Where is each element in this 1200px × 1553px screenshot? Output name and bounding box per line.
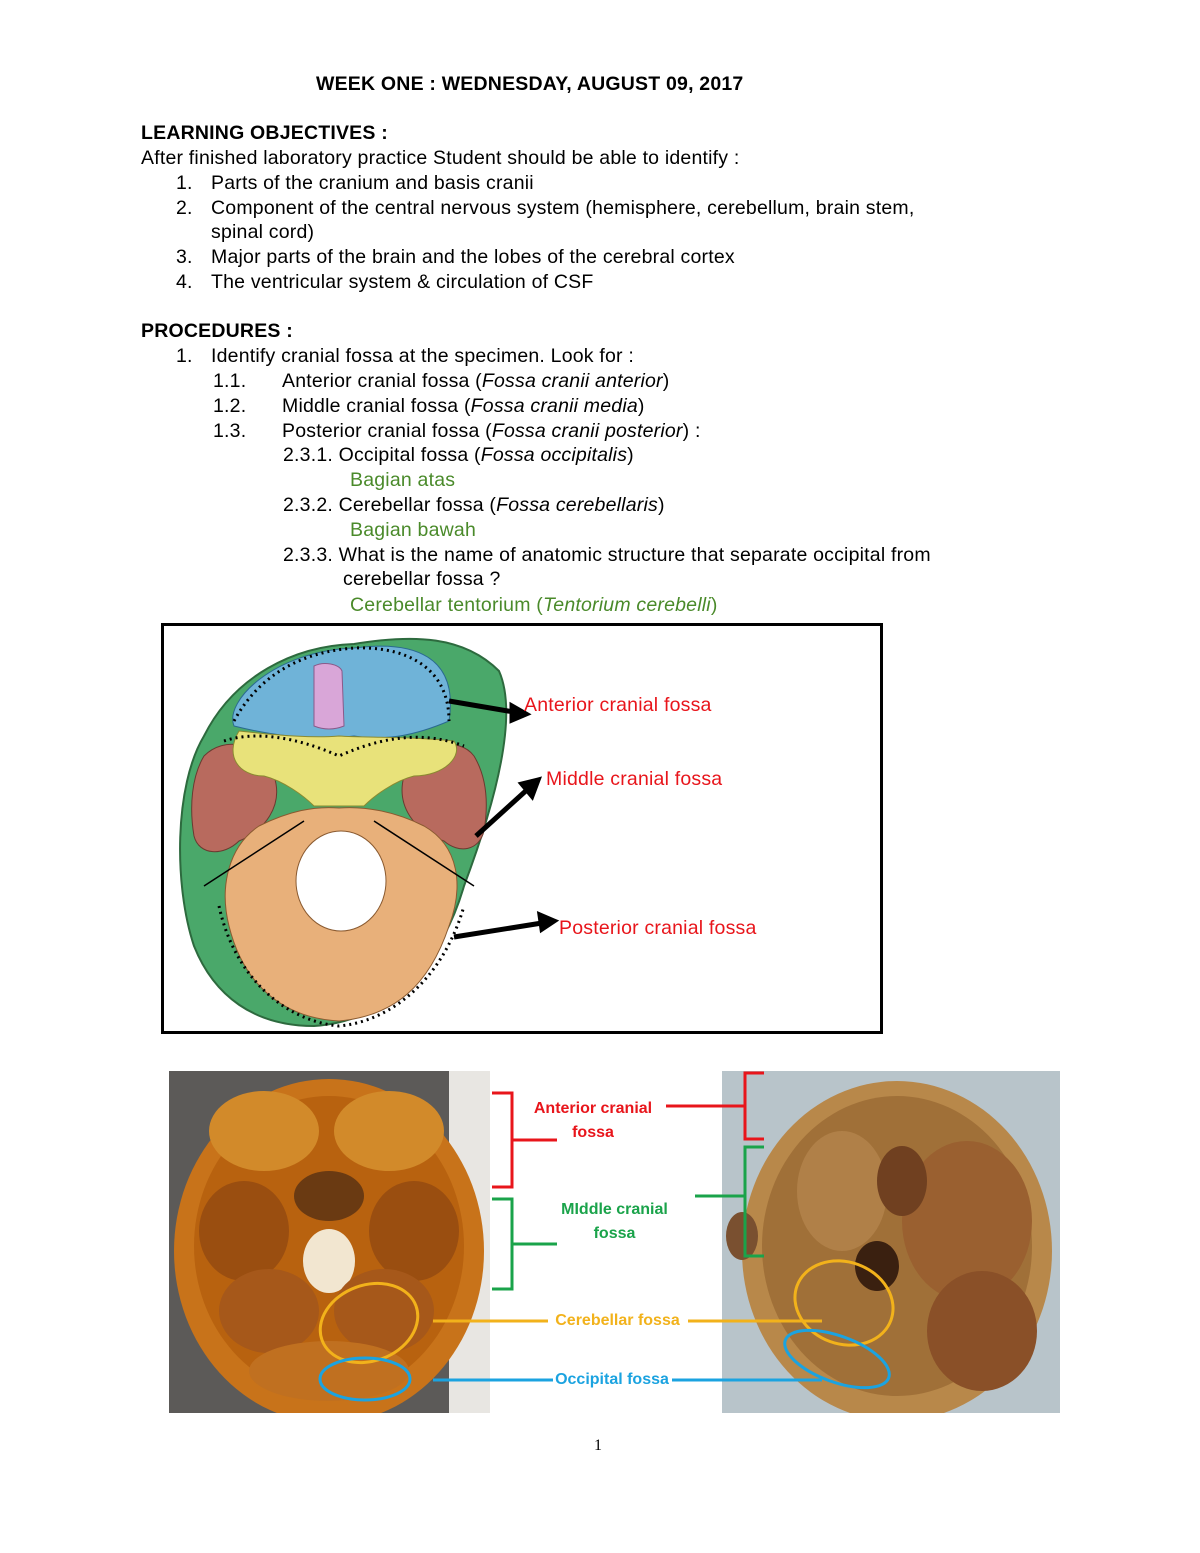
photo-label-anterior-line2: fossa: [572, 1124, 614, 1141]
page-title: WEEK ONE : WEDNESDAY, AUGUST 09, 2017: [316, 73, 744, 95]
foramen-magnum: [296, 831, 386, 931]
procedure-sub-num: 1.2.: [213, 395, 247, 417]
objectives-heading: LEARNING OBJECTIVES :: [141, 122, 388, 144]
procedure-sub-num: 1.3.: [213, 420, 247, 442]
arrow-posterior: [454, 915, 554, 937]
specimen-photo-left: [169, 1071, 490, 1413]
procedure-num: 1.: [176, 345, 193, 367]
answer-text: Bagian bawah: [350, 519, 476, 541]
procedure-sub-num: 1.1.: [213, 370, 247, 392]
procedure-sub: Posterior cranial fossa (Fossa cranii posterior) :: [282, 420, 701, 442]
objective-num: 4.: [176, 271, 193, 293]
crista-galli-region: [314, 664, 344, 729]
objective-item-cont: spinal cord): [211, 221, 315, 243]
objective-item: The ventricular system & circulation of CSF: [211, 271, 594, 293]
cranial-fossa-diagram-frame: [161, 623, 883, 1034]
procedure-sub: Anterior cranial fossa (Fossa cranii anterior): [282, 370, 670, 392]
procedure-subsub-cont: cerebellar fossa ?: [343, 568, 501, 590]
objective-item: Parts of the cranium and basis cranii: [211, 172, 534, 194]
photo-label-middle-line1: MIddle cranial: [561, 1201, 668, 1218]
specimen-illustration-left: [169, 1071, 490, 1413]
photo-label-occipital-fossa: Occipital fossa: [555, 1371, 669, 1388]
objective-num: 1.: [176, 172, 193, 194]
label-posterior-cranial-fossa: Posterior cranial fossa: [559, 917, 757, 939]
procedure-step: Identify cranial fossa at the specimen. Look for :: [211, 345, 634, 367]
label-anterior-cranial-fossa: Anterior cranial fossa: [524, 694, 712, 716]
answer-text: Bagian atas: [350, 469, 456, 491]
answer-text: Cerebellar tentorium (Tentorium cerebelli): [350, 594, 718, 616]
procedure-subsub: 2.3.3. What is the name of anatomic structure that separate occipital from: [283, 544, 931, 566]
specimen-photo-right: [722, 1071, 1060, 1413]
photo-label-middle-line2: fossa: [593, 1225, 636, 1242]
procedure-subsub: 2.3.1. Occipital fossa (Fossa occipitalis): [283, 444, 634, 466]
objectives-intro: After finished laboratory practice Student should be able to identify :: [141, 147, 740, 169]
photo-label-anterior-line1: Anterior cranial: [533, 1100, 653, 1117]
specimen-illustration-right: [722, 1071, 1060, 1413]
middle-bracket-left: [492, 1199, 557, 1289]
photo-label-cerebellar-fossa: Cerebellar fossa: [555, 1312, 680, 1329]
skull-base-illustration: [164, 626, 880, 1031]
procedure-sub: Middle cranial fossa (Fossa cranii media): [282, 395, 645, 417]
procedure-subsub: 2.3.2. Cerebellar fossa (Fossa cerebellaris): [283, 494, 665, 516]
objective-num: 2.: [176, 197, 193, 219]
label-middle-cranial-fossa: Middle cranial fossa: [546, 768, 723, 790]
objective-item: Component of the central nervous system (hemisphere, cerebellum, brain stem,: [211, 197, 915, 219]
procedures-heading: PROCEDURES :: [141, 320, 293, 342]
objective-num: 3.: [176, 246, 193, 268]
objective-item: Major parts of the brain and the lobes of the cerebral cortex: [211, 246, 735, 268]
page-number: 1: [594, 1437, 603, 1454]
